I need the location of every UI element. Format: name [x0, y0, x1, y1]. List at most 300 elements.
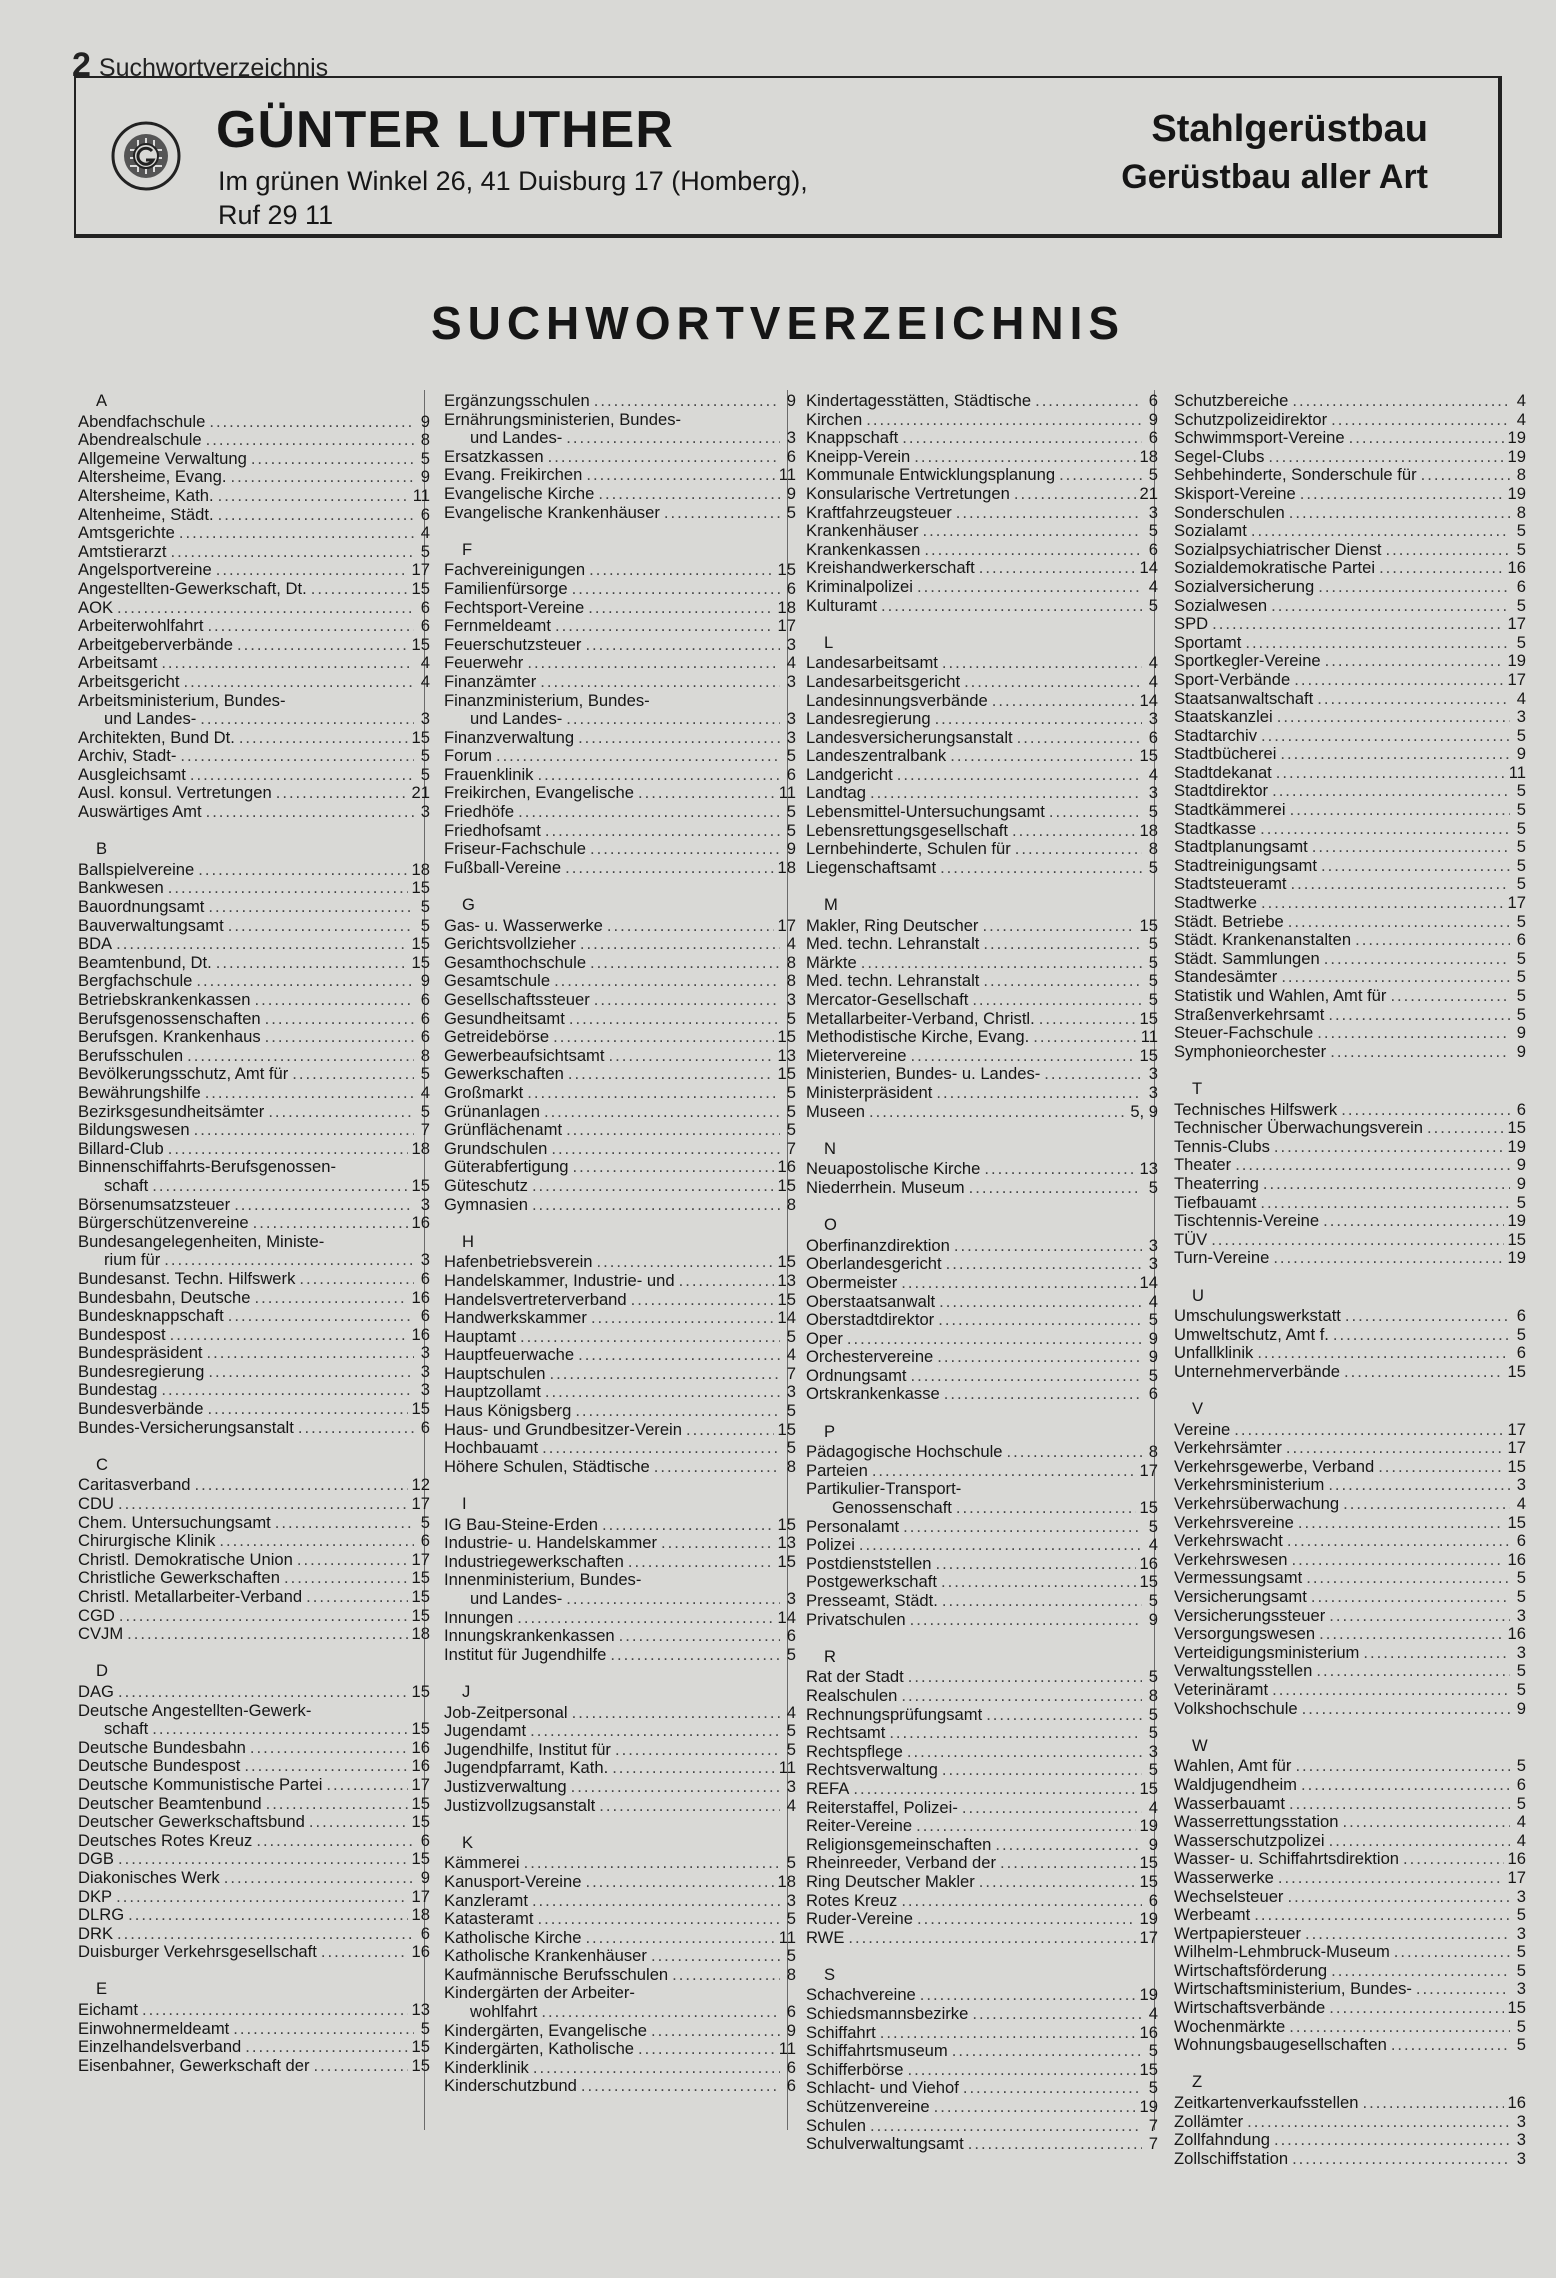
dot-leader: [1331, 1962, 1510, 1981]
entry-term: Arbeitsamt: [78, 654, 158, 673]
index-entry: [78, 954, 430, 973]
dot-leader: [944, 1385, 1142, 1404]
entry-term: Kanzleramt: [444, 1891, 528, 1910]
index-entry: [1174, 1625, 1526, 1644]
entry-term: Landeszentralbank: [806, 747, 947, 766]
index-entry: [806, 504, 1158, 523]
entry-term: Tiefbauamt: [1174, 1193, 1257, 1212]
index-entry: [444, 729, 796, 748]
entry-page: 5: [1148, 803, 1158, 822]
section-letter: L: [824, 632, 834, 652]
dot-leader: [1272, 1681, 1510, 1700]
index-column-3: [806, 392, 1158, 2154]
dot-leader: [1379, 559, 1503, 578]
index-entry: [1174, 1156, 1526, 1175]
index-entry: [78, 1251, 430, 1270]
dot-leader: [565, 859, 773, 878]
index-entry: [78, 692, 430, 711]
index-entry: [806, 1892, 1158, 1911]
dot-leader: [266, 1795, 408, 1814]
entry-term: Verkehrsämter: [1174, 1439, 1282, 1458]
entry-page: 7: [786, 1139, 796, 1158]
dot-leader: [566, 429, 780, 448]
index-entry: [78, 803, 430, 822]
index-entry: [444, 954, 796, 973]
entry-term: Getreidebörse: [444, 1028, 550, 1047]
entry-term: Industriegewerkschaften: [444, 1552, 624, 1571]
dot-leader: [244, 1757, 407, 1776]
entry-page: 3: [1516, 2112, 1526, 2131]
entry-page: 5: [1516, 838, 1526, 857]
entry-page: 12: [411, 1476, 430, 1495]
index-entry: [806, 654, 1158, 673]
entry-page: 7: [1148, 2135, 1158, 2154]
entry-term: Abendfachschule: [78, 412, 206, 431]
index-entry: [1174, 1344, 1526, 1363]
entry-term: Fechtsport-Vereine: [444, 598, 585, 617]
index-entry: [806, 972, 1158, 991]
index-entry: [1174, 1681, 1526, 1700]
dot-leader: [979, 1873, 1136, 1892]
index-entry: [444, 1947, 796, 1966]
entry-page: 5: [1516, 522, 1526, 541]
entry-page: 6: [1148, 1385, 1158, 1404]
entry-term: Einzelhandelsverband: [78, 2038, 242, 2057]
dot-leader: [541, 2003, 780, 2022]
entry-term: Bundes-Versicherungsanstalt: [78, 1418, 294, 1437]
dot-leader: [152, 1177, 407, 1196]
index-entry: [78, 1813, 430, 1832]
entry-term: CDU: [78, 1495, 114, 1514]
index-entry: [806, 1065, 1158, 1084]
entry-page: 16: [777, 1158, 796, 1177]
entry-term: Metallarbeiter-Verband, Christl.: [806, 1009, 1035, 1028]
section-letter: F: [462, 539, 473, 559]
index-entry: [1174, 485, 1526, 504]
entry-term: Haus Königsberg: [444, 1402, 572, 1421]
dot-leader: [311, 580, 408, 599]
index-entry: [806, 692, 1158, 711]
index-entry: [444, 1910, 796, 1929]
index-entry: [806, 466, 1158, 485]
entry-term: Auswärtiges Amt: [78, 803, 202, 822]
entry-term: Kanusport-Vereine: [444, 1872, 582, 1891]
entry-term: Friseur-Fachschule: [444, 840, 587, 859]
index-entry: [444, 1383, 796, 1402]
dot-leader: [255, 1289, 408, 1308]
entry-page: 5: [420, 542, 430, 561]
entry-term: Frauenklinik: [444, 765, 534, 784]
entry-page: 3: [420, 803, 430, 822]
entry-term: Theater: [1174, 1156, 1232, 1175]
dot-leader: [1292, 392, 1510, 411]
entry-term: Altersheime, Evang.: [78, 468, 227, 487]
entry-term: Binnenschiffahrts-Berufsgenossen-: [78, 1158, 336, 1177]
entry-page: 5: [1516, 1943, 1526, 1962]
entry-term: Tennis-Clubs: [1174, 1137, 1270, 1156]
entry-term: Rechnungsprüfungsamt: [806, 1705, 983, 1724]
index-entry: [78, 1010, 430, 1029]
dot-leader: [936, 1084, 1142, 1103]
dot-leader: [982, 917, 1135, 936]
entry-term: Museen: [806, 1102, 866, 1121]
entry-page: 11: [412, 486, 430, 505]
entry-term: Katasteramt: [444, 1910, 534, 1929]
dot-leader: [597, 1253, 774, 1272]
entry-term: Deutsche Kommunistische Partei: [78, 1775, 323, 1794]
index-entry: [1174, 1588, 1526, 1607]
index-entry: [78, 1625, 430, 1644]
dot-leader: [256, 1832, 414, 1851]
dot-leader: [859, 1536, 1142, 1555]
index-entry: [806, 1854, 1158, 1873]
entry-page: 17: [777, 916, 796, 935]
index-entry: [78, 1495, 430, 1514]
dot-leader: [1321, 857, 1510, 876]
entry-page: 5: [1148, 953, 1158, 972]
entry-page: 15: [411, 1569, 430, 1588]
index-entry: [1174, 522, 1526, 541]
section-letter: M: [824, 895, 838, 915]
entry-term: Orchestervereine: [806, 1348, 934, 1367]
entry-page: 3: [1148, 1083, 1158, 1102]
dot-leader: [580, 935, 780, 954]
index-entry: [1174, 1421, 1526, 1440]
entry-term: Bauverwaltungsamt: [78, 916, 224, 935]
dot-leader: [585, 1873, 773, 1892]
entry-page: 9: [1516, 745, 1526, 764]
entry-page: 6: [786, 1627, 796, 1646]
entry-page: 17: [1507, 1868, 1526, 1887]
dot-leader: [1323, 1212, 1503, 1231]
entry-term: Staatskanzlei: [1174, 708, 1273, 727]
entry-page: 6: [786, 579, 796, 598]
dot-leader: [1287, 1888, 1510, 1907]
entry-term: und Landes-: [470, 710, 563, 729]
dot-leader: [664, 504, 780, 523]
index-entry: [78, 1850, 430, 1869]
entry-term: Städt. Betriebe: [1174, 912, 1284, 931]
index-entry: [444, 1065, 796, 1084]
entry-page: 3: [1148, 784, 1158, 803]
entry-page: 15: [777, 1552, 796, 1571]
entry-term: Caritasverband: [78, 1476, 191, 1495]
dot-leader: [555, 617, 774, 636]
dot-leader: [276, 784, 408, 803]
entry-page: 3: [1516, 1643, 1526, 1662]
entry-term: Landtag: [806, 784, 866, 803]
dot-leader: [651, 2022, 780, 2041]
entry-page: 5: [1148, 466, 1158, 485]
index-entry: [444, 2077, 796, 2096]
dot-leader: [326, 1776, 407, 1795]
entry-term: Wasserwerke: [1174, 1868, 1274, 1887]
index-entry: [806, 1084, 1158, 1103]
index-entry: [1174, 690, 1526, 709]
dot-leader: [907, 1743, 1142, 1762]
dot-leader: [216, 954, 408, 973]
dot-leader: [284, 1569, 408, 1588]
entry-term: Wasserrettungsstation: [1174, 1813, 1339, 1832]
dot-leader: [1319, 1625, 1503, 1644]
entry-page: 5: [1516, 819, 1526, 838]
entry-page: 16: [411, 1214, 430, 1233]
dot-leader: [901, 1892, 1142, 1911]
index-entry: [1174, 1476, 1526, 1495]
dot-leader: [594, 392, 780, 411]
entry-term: Angestellten-Gewerkschaft, Dt.: [78, 579, 307, 598]
index-entry: [444, 784, 796, 803]
entry-term: REFA: [806, 1779, 850, 1798]
entry-page: 16: [411, 1288, 430, 1307]
index-entry: [806, 784, 1158, 803]
index-entry: [1174, 1175, 1526, 1194]
entry-term: Architekten, Bund Dt.: [78, 728, 235, 747]
entry-page: 4: [1516, 1831, 1526, 1850]
dot-leader: [1330, 1043, 1510, 1062]
index-entry: [444, 1627, 796, 1646]
dot-leader: [545, 1383, 780, 1402]
entry-term: Turn-Vereine: [1174, 1249, 1270, 1268]
dot-leader: [942, 1592, 1142, 1611]
entry-term: Chirurgische Klinik: [78, 1532, 216, 1551]
dot-leader: [1362, 2094, 1503, 2113]
index-entry: [444, 1571, 796, 1590]
index-entry: [1174, 634, 1526, 653]
index-entry: [444, 840, 796, 859]
index-entry: [78, 2020, 430, 2039]
index-entry: [1174, 857, 1526, 876]
index-entry: [78, 1888, 430, 1907]
dot-leader: [533, 2059, 780, 2078]
entry-term: Mercator-Gesellschaft: [806, 991, 969, 1009]
entry-term: Forum: [444, 747, 492, 766]
section-letter: R: [824, 1646, 836, 1666]
entry-page: 5: [1516, 912, 1526, 931]
index-entry: [78, 1363, 430, 1382]
index-entry: [806, 710, 1158, 729]
entry-page: 3: [1516, 1924, 1526, 1943]
index-entry: [444, 1590, 796, 1609]
entry-term: Makler, Ring Deutscher: [806, 916, 979, 935]
entry-page: 13: [777, 1046, 796, 1065]
entry-term: Rotes Kreuz: [806, 1891, 898, 1910]
dot-leader: [187, 1047, 414, 1066]
index-entry: [1174, 820, 1526, 839]
entry-page: 9: [1148, 1610, 1158, 1629]
entry-page: 4: [786, 1796, 796, 1815]
entry-page: 9: [1148, 1835, 1158, 1854]
dot-leader: [1341, 1101, 1510, 1120]
entry-term: Kindergärten, Katholische: [444, 2040, 635, 2059]
entry-page: 19: [1139, 2098, 1158, 2117]
entry-page: 6: [420, 505, 430, 524]
entry-term: Vermessungsamt: [1174, 1569, 1303, 1588]
entry-term: Bevölkerungsschutz, Amt für: [78, 1065, 289, 1084]
entry-page: 3: [786, 991, 796, 1009]
index-entry: [444, 1140, 796, 1159]
section-letter: T: [1192, 1078, 1203, 1098]
index-column-4: [1174, 392, 1526, 2168]
entry-term: Gesamthochschule: [444, 953, 587, 972]
dot-leader: [170, 1326, 408, 1345]
index-entry: [444, 766, 796, 785]
entry-term: Symphonieorchester: [1174, 1042, 1327, 1061]
index-entry: [1174, 764, 1526, 783]
entry-page: 6: [420, 617, 430, 636]
index-entry: [444, 1103, 796, 1122]
dot-leader: [116, 1888, 407, 1907]
dot-leader: [216, 561, 408, 580]
index-entry: [1174, 1776, 1526, 1795]
index-entry: [444, 1177, 796, 1196]
entry-term: Lernbehinderte, Schulen für: [806, 840, 1011, 859]
entry-term: Katholische Krankenhäuser: [444, 1947, 647, 1966]
dot-leader: [1416, 1980, 1510, 1999]
entry-term: Rechtsamt: [806, 1724, 886, 1743]
entry-page: 5: [786, 747, 796, 766]
dot-leader: [314, 2057, 408, 2076]
dot-leader: [598, 485, 780, 504]
dot-leader: [207, 617, 414, 636]
entry-term: Schlacht- und Viehof: [806, 2079, 959, 2098]
dot-leader: [586, 466, 774, 485]
dot-leader: [1000, 1854, 1135, 1873]
index-entry: [806, 1986, 1158, 2005]
index-entry: [806, 2117, 1158, 2136]
dot-leader: [917, 578, 1142, 597]
entry-term: Sozialdemokratische Partei: [1174, 559, 1376, 578]
entry-term: Stadtbücherei: [1174, 745, 1277, 764]
entry-page: 15: [1507, 1119, 1526, 1138]
entry-page: 19: [1507, 1137, 1526, 1156]
dot-leader: [195, 1476, 408, 1495]
entry-term: Genossenschaft: [832, 1499, 952, 1518]
entry-page: 6: [1148, 540, 1158, 559]
entry-page: 9: [786, 484, 796, 503]
entry-term: Privatschulen: [806, 1610, 906, 1629]
entry-term: Gerichtsvollzieher: [444, 935, 576, 954]
entry-page: 19: [1507, 1212, 1526, 1231]
entry-page: 16: [1507, 1850, 1526, 1869]
dot-leader: [1035, 392, 1142, 411]
entry-page: 3: [1148, 1236, 1158, 1255]
index-entry: [1174, 931, 1526, 950]
dot-leader: [1017, 729, 1142, 748]
index-entry: [78, 636, 430, 655]
dot-leader: [1273, 1249, 1503, 1268]
dot-leader: [1363, 1644, 1510, 1663]
entry-page: 8: [1148, 1686, 1158, 1705]
entry-page: 4: [786, 935, 796, 954]
dot-leader: [306, 1588, 407, 1607]
entry-page: 5: [786, 1009, 796, 1028]
entry-term: Versicherungsamt: [1174, 1588, 1307, 1606]
entry-term: Ausgleichsamt: [78, 765, 186, 784]
index-entry: [444, 1365, 796, 1384]
entry-page: 4: [786, 654, 796, 673]
index-entry: [78, 2038, 430, 2057]
dot-leader: [578, 729, 780, 748]
entry-page: 6: [420, 1924, 430, 1943]
index-entry: [1174, 541, 1526, 560]
dot-leader: [956, 1499, 1136, 1518]
entry-term: Ballspielvereine: [78, 860, 195, 879]
entry-term: Krankenhäuser: [806, 522, 919, 541]
index-entry: [78, 1569, 430, 1588]
entry-term: DGB: [78, 1850, 114, 1869]
entry-term: Verkehrsvereine: [1174, 1513, 1294, 1532]
entry-term: Stadtdekanat: [1174, 763, 1272, 782]
entry-term: Knappschaft: [806, 429, 899, 448]
entry-term: Waldjugendheim: [1174, 1775, 1297, 1794]
entry-page: 9: [786, 840, 796, 859]
entry-page: 15: [1139, 1009, 1158, 1028]
index-entry: [444, 1778, 796, 1797]
index-entry: [78, 879, 430, 898]
section-letter: K: [462, 1832, 474, 1852]
index-entry: [806, 1724, 1158, 1743]
index-entry: [1174, 1194, 1526, 1213]
dot-leader: [870, 784, 1142, 803]
index-entry: [1174, 968, 1526, 987]
entry-page: 4: [1148, 765, 1158, 784]
dot-leader: [1292, 2150, 1510, 2169]
dot-leader: [1289, 2018, 1510, 2037]
entry-page: 3: [1516, 1606, 1526, 1625]
section-letter: C: [96, 1454, 108, 1474]
index-entry: [806, 2024, 1158, 2043]
entry-page: 5: [1516, 1588, 1526, 1606]
index-entry: [444, 561, 796, 580]
dot-leader: [1014, 485, 1136, 504]
index-entry: [806, 1817, 1158, 1836]
entry-page: 4: [420, 524, 430, 543]
entry-page: 5: [1516, 856, 1526, 875]
entry-page: 6: [420, 1269, 430, 1288]
index-entry: [806, 1348, 1158, 1367]
entry-page: 6: [420, 598, 430, 617]
entry-page: 5: [1516, 1906, 1526, 1925]
entry-page: 5: [1516, 801, 1526, 820]
entry-page: 19: [1507, 429, 1526, 448]
index-entry: [78, 1869, 430, 1888]
index-entry: [1174, 1551, 1526, 1570]
entry-term: Schiffahrt: [806, 2023, 876, 2042]
entry-page: 11: [1140, 1028, 1158, 1047]
index-entry: [444, 692, 796, 711]
index-entry: [1174, 1813, 1526, 1832]
index-entry: [1174, 1101, 1526, 1120]
index-entry: [806, 1687, 1158, 1706]
dot-leader: [588, 599, 773, 618]
dot-leader: [231, 468, 415, 487]
index-entry: [1174, 987, 1526, 1006]
index-entry: [444, 1439, 796, 1458]
entry-term: Hauptschulen: [444, 1364, 546, 1383]
index-entry: [78, 898, 430, 917]
entry-page: 5: [1516, 1680, 1526, 1699]
dot-leader: [168, 879, 408, 898]
entry-page: 5: [1516, 1794, 1526, 1813]
entry-page: 3: [1516, 1476, 1526, 1495]
entry-page: 5: [786, 1854, 796, 1873]
entry-term: Deutsche Angestellten-Gewerk-: [78, 1701, 312, 1720]
index-entry: [1174, 2113, 1526, 2132]
entry-page: 6: [420, 1532, 430, 1551]
entry-term: Neuapostolische Kirche: [806, 1160, 981, 1179]
advertisement-box: [74, 76, 1502, 238]
